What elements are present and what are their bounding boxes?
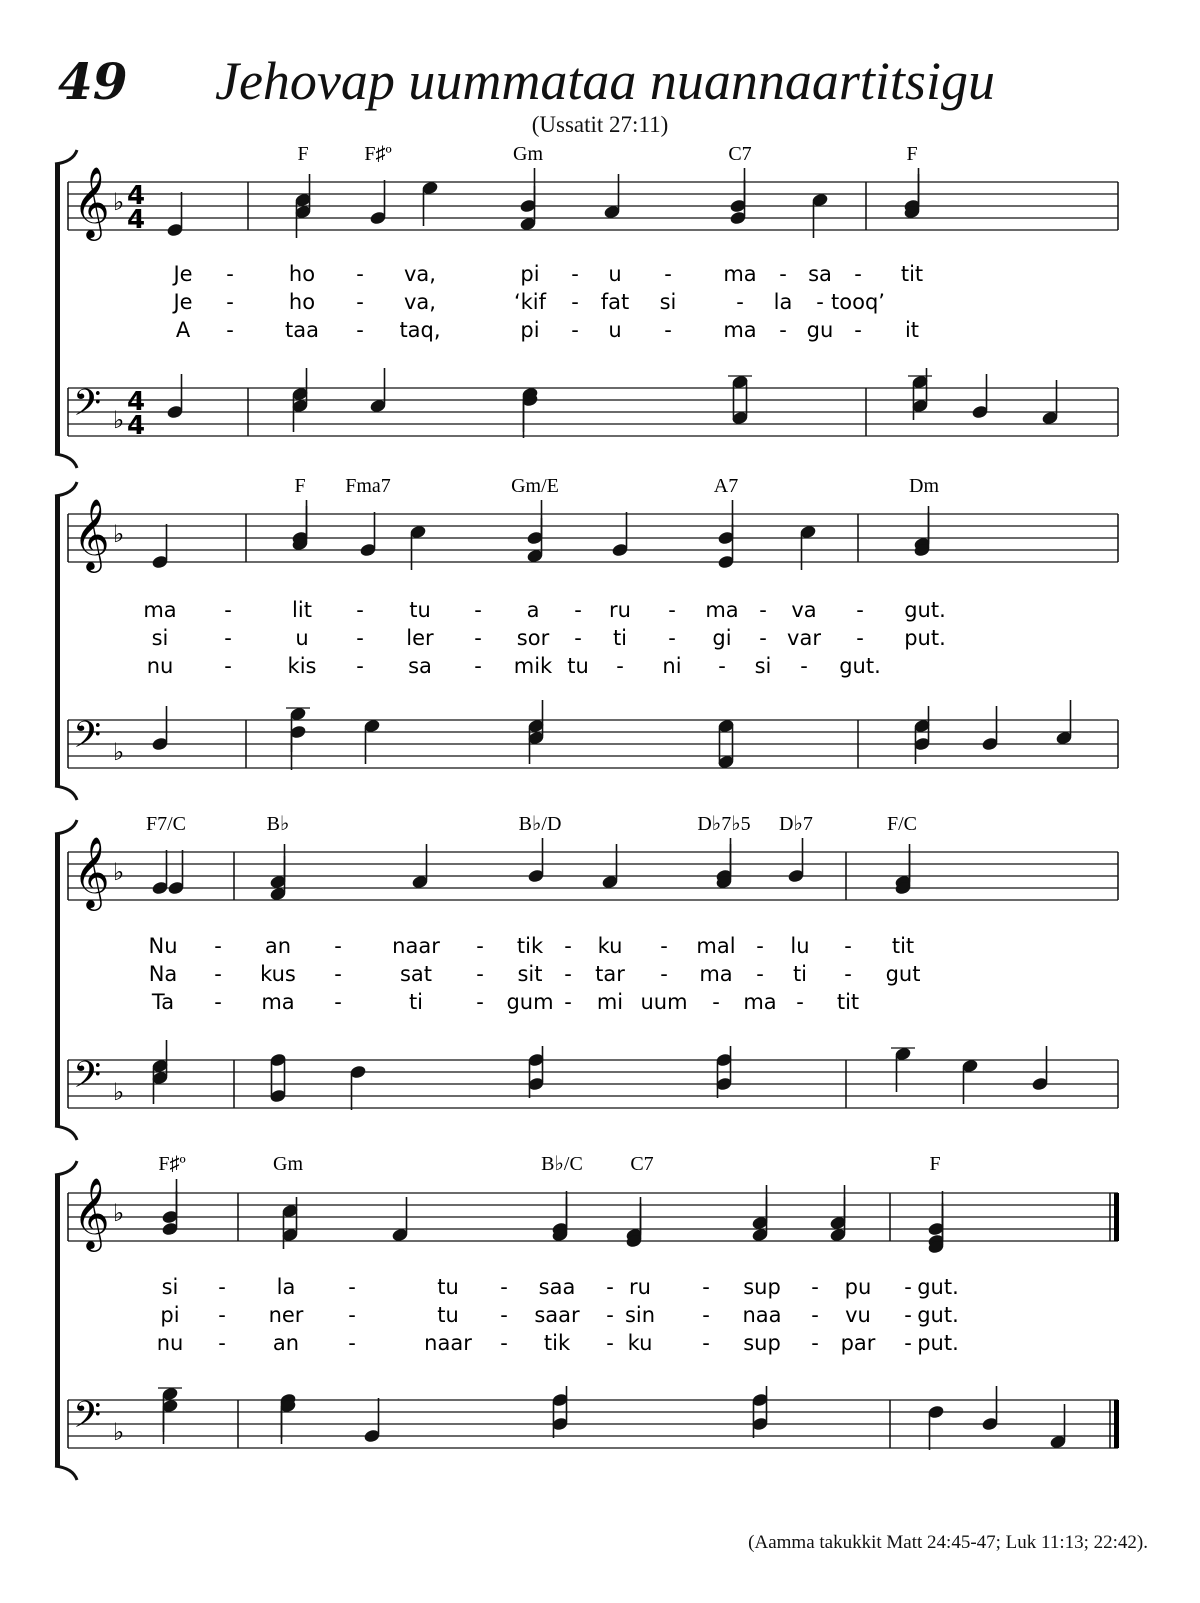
lyric-syllable: gu [806,318,834,342]
time-signature-icon: 4 [127,411,146,441]
lyric-syllable: pu [844,1275,872,1299]
lyric-hyphen: - [218,1331,226,1355]
chord-symbol: D♭7♭5 [697,813,751,835]
lyric-hyphen: - [348,1303,356,1327]
lyric-syllable: tu [437,1303,459,1327]
chord-symbol: F [297,143,309,165]
lyric-syllable: gum [506,990,554,1014]
lyric-syllable: A [175,318,191,342]
chord-symbol: Fma7 [345,475,391,497]
bracket-top-hook [55,1161,77,1175]
lyric-line [160,1303,958,1327]
lyric-syllable: Je [173,290,193,314]
lyric-hyphen: - [571,290,579,314]
lyric-syllable: lit [292,598,312,622]
lyric-syllable: sup [743,1331,781,1355]
lyric-syllable: vu [845,1303,871,1327]
lyric-hyphen: - [606,1303,614,1327]
lyric-syllable: ma [699,962,733,986]
lyric-hyphen: - [736,290,744,314]
lyric-syllable: mal [696,934,736,958]
lyric-syllable: tik [543,1331,571,1355]
lyric-hyphen: - [214,990,222,1014]
lyric-hyphen: - [606,1275,614,1299]
lyric-hyphen: - [800,654,808,678]
lyric-syllable: gut. [917,1275,959,1299]
lyric-hyphen: - [500,1331,508,1355]
lyric-hyphen: - [334,990,342,1014]
lyric-syllable: sin [624,1303,656,1327]
lyric-syllable: u [295,626,309,650]
lyric-hyphen: - [844,962,852,986]
lyric-syllable: gut. [839,654,881,678]
lyric-syllable: tar [595,962,625,986]
lyric-syllable: si [754,654,772,678]
lyric-line [151,990,859,1014]
lyric-syllable: gut. [917,1303,959,1327]
lyric-hyphen: - [500,1303,508,1327]
lyric-hyphen: - [356,626,364,650]
lyric-syllable: tik [516,934,544,958]
lyric-hyphen: - [226,290,234,314]
treble-clef-icon: 𝄞 [73,1176,110,1249]
lyric-syllable: naa [742,1303,782,1327]
lyric-hyphen: - [226,318,234,342]
treble-staff [68,1193,1119,1241]
system-bracket [55,834,60,1126]
lyric-hyphen: - [756,962,764,986]
lyric-syllable: si [151,626,169,650]
lyric-syllable: gut. [904,598,946,622]
lyric-hyphen: - [476,990,484,1014]
lyric-hyphen: - [476,934,484,958]
lyric-hyphen: - [702,1331,710,1355]
lyric-syllable: ru [609,598,631,622]
lyric-syllable: va, [404,262,436,286]
lyric-hyphen: - [668,598,676,622]
lyric-syllable: gi [712,626,732,650]
lyric-syllable: Na [148,962,178,986]
treble-staff [68,182,1118,230]
lyric-hyphen: - [844,934,852,958]
lyric-syllable: tit [836,990,860,1014]
bracket-top-hook [55,820,77,834]
lyric-hyphen: - [718,654,726,678]
bass-staff [68,388,1118,436]
lyric-syllable: va, [404,290,436,314]
lyric-line [149,962,921,986]
lyric-hyphen: - [474,598,482,622]
chord-symbol: C7 [728,143,752,165]
lyric-line [143,598,945,622]
lyric-hyphen: - [759,626,767,650]
lyric-hyphen: - [904,1303,912,1327]
lyric-syllable: pi [520,318,540,342]
lyric-line [171,290,885,314]
lyric-syllable: ho [288,262,316,286]
lyric-syllable: var [787,626,821,650]
lyric-syllable: u [608,262,622,286]
scripture-reference: (Ussatit 27:11) [531,112,669,137]
lyric-hyphen: - [214,962,222,986]
chord-symbol: F [929,1153,941,1175]
chord-symbol: F/C [886,813,918,835]
lyric-syllable: nu [146,654,174,678]
lyric-syllable: gut [885,962,921,986]
lyric-hyphen: - [218,1303,226,1327]
lyric-syllable: tu [409,598,431,622]
lyric-syllable: la [773,290,793,314]
lyric-hyphen: - [811,1303,819,1327]
music-system [55,1153,1119,1480]
system-bracket [55,496,60,786]
lyric-syllable: an [272,1331,300,1355]
chord-symbol: B♭ [266,813,290,835]
time-signature-icon: 4 [127,181,146,211]
flat-key-signature-icon: ♭ [113,188,125,216]
chord-symbol: F [906,143,918,165]
lyric-hyphen: - [500,1275,508,1299]
lyric-syllable: ku [597,934,623,958]
chord-symbol: F♯º [364,143,392,165]
lyric-hyphen: - [811,1331,819,1355]
lyric-hyphen: - [476,962,484,986]
bass-staff [68,720,1118,768]
lyric-syllable: ni [662,654,682,678]
lyric-hyphen: - [779,262,787,286]
chord-symbol: Dm [909,475,939,497]
chord-symbol: F♯º [158,1153,186,1175]
lyric-syllable: ner [268,1303,304,1327]
lyric-syllable: a [526,598,540,622]
lyric-hyphen: - [854,318,862,342]
lyric-hyphen: - [564,990,572,1014]
bracket-bottom-hook [55,786,77,800]
final-barline-thick [1114,1400,1119,1448]
lyric-hyphen: - [702,1303,710,1327]
lyric-syllable: tit [891,934,915,958]
flat-key-signature-icon: ♭ [113,1199,125,1227]
lyric-syllable: pi [520,262,540,286]
flat-key-signature-icon: ♭ [113,1078,125,1106]
lyric-syllable: Ta [151,990,175,1014]
lyric-hyphen: - [816,290,824,314]
lyric-hyphen: - [474,654,482,678]
lyric-syllable: sa [408,654,432,678]
lyric-hyphen: - [224,598,232,622]
lyric-hyphen: - [571,318,579,342]
lyric-line [148,934,914,958]
lyric-syllable: va [791,598,817,622]
lyric-hyphen: - [214,934,222,958]
bracket-bottom-hook [55,454,77,468]
lyric-syllable: ma [143,598,177,622]
flat-key-signature-icon: ♭ [113,738,125,766]
music-system [55,475,1118,800]
chord-symbol: F7/C [145,813,187,835]
lyric-hyphen: - [712,990,720,1014]
lyric-syllable: kis [287,654,317,678]
lyric-hyphen: - [218,1275,226,1299]
lyric-syllable: nu [156,1331,184,1355]
lyric-hyphen: - [811,1275,819,1299]
lyric-syllable: Nu [148,934,178,958]
lyric-hyphen: - [356,598,364,622]
lyric-hyphen: - [854,262,862,286]
lyric-syllable: put. [917,1331,959,1355]
lyric-syllable: sor [516,626,550,650]
system-bracket [55,164,60,454]
treble-clef-icon: 𝄞 [73,165,110,238]
lyric-syllable: si [161,1275,179,1299]
lyric-syllable: sa [808,262,832,286]
treble-clef-icon: 𝄞 [73,497,110,570]
chord-symbol: Gm/E [511,475,559,497]
lyric-syllable: tu [437,1275,459,1299]
lyric-syllable: put. [904,626,946,650]
lyric-line [171,262,923,286]
bass-clef-icon: 𝄢 [73,382,102,433]
lyric-syllable: ru [629,1275,651,1299]
time-signature-icon: 4 [127,387,146,417]
lyric-syllable: an [264,934,292,958]
chord-symbol: Gm [513,143,543,165]
bracket-top-hook [55,482,77,496]
flat-key-signature-icon: ♭ [113,858,125,886]
lyric-syllable: mi [596,990,624,1014]
lyric-syllable: fat [600,290,630,314]
lyric-hyphen: - [571,262,579,286]
lyric-line [152,626,946,650]
lyric-line [162,1275,959,1299]
lyric-hyphen: - [664,318,672,342]
lyric-hyphen: - [356,318,364,342]
footnote-references: (Aamma takukkit Matt 24:45-47; Luk 11:13; 22:42). [748,1532,1148,1553]
hymn-number: 49 [58,52,128,111]
final-barline-thick [1114,1193,1119,1241]
treble-staff [68,514,1118,562]
treble-clef-icon: 𝄞 [73,835,110,908]
lyric-hyphen: - [564,962,572,986]
bass-clef-icon: 𝄢 [73,714,102,765]
lyric-hyphen: - [660,934,668,958]
lyric-hyphen: - [606,1331,614,1355]
lyric-hyphen: - [756,934,764,958]
lyric-line [176,318,919,342]
lyric-syllable: ma [261,990,295,1014]
lyric-syllable: par [840,1331,876,1355]
lyric-syllable: tit [900,262,924,286]
lyric-hyphen: - [226,262,234,286]
lyric-syllable: ti [792,962,808,986]
bass-clef-icon: 𝄢 [73,1394,102,1445]
time-signature-icon: 4 [127,205,146,235]
lyric-hyphen: - [348,1275,356,1299]
lyric-line [157,1331,959,1355]
chord-symbol: D♭7 [779,813,813,835]
lyric-syllable: Je [173,262,193,286]
lyric-hyphen: - [664,262,672,286]
lyric-hyphen: - [356,262,364,286]
lyric-hyphen: - [660,962,668,986]
lyric-hyphen: - [904,1331,912,1355]
lyric-hyphen: - [564,934,572,958]
bracket-bottom-hook [55,1126,77,1140]
bass-staff [68,1060,1118,1108]
lyric-hyphen: - [224,626,232,650]
system-bracket [55,1175,60,1466]
flat-key-signature-icon: ♭ [113,406,125,434]
lyric-syllable: kus [260,962,296,986]
treble-staff [68,852,1118,900]
music-system [55,813,1118,1140]
lyric-hyphen: - [348,1331,356,1355]
lyric-syllable: ‘kif [513,290,547,314]
lyric-hyphen: - [702,1275,710,1299]
lyric-syllable: tu [567,654,589,678]
lyric-syllable: it [904,318,920,342]
music-system [55,143,1118,468]
chord-symbol: A7 [713,475,739,497]
chord-symbol: B♭/D [518,813,562,835]
lyric-syllable: tooq’ [831,290,885,314]
lyric-hyphen: - [904,1275,912,1299]
chord-symbol: C7 [630,1153,654,1175]
lyric-syllable: la [276,1275,296,1299]
lyric-hyphen: - [759,598,767,622]
lyric-syllable: ma [723,318,757,342]
lyric-syllable: lu [790,934,810,958]
lyric-hyphen: - [796,990,804,1014]
lyric-hyphen: - [574,598,582,622]
lyric-syllable: taa [285,318,319,342]
hymn-title: Jehovap uummataa nuannaartitsigu [215,51,995,111]
lyric-hyphen: - [856,598,864,622]
bracket-bottom-hook [55,1466,77,1480]
bass-staff [68,1400,1119,1448]
lyric-syllable: naar [392,934,440,958]
lyric-syllable: sup [743,1275,781,1299]
bracket-top-hook [55,150,77,164]
lyric-syllable: naar [424,1331,472,1355]
bass-clef-icon: 𝄢 [73,1054,102,1105]
lyric-line [147,654,881,678]
lyric-syllable: saar [534,1303,580,1327]
lyric-hyphen: - [474,626,482,650]
lyric-hyphen: - [574,626,582,650]
lyric-syllable: saa [538,1275,576,1299]
flat-key-signature-icon: ♭ [113,520,125,548]
lyric-syllable: ler [406,626,434,650]
lyric-syllable: sat [399,962,433,986]
lyric-hyphen: - [356,290,364,314]
lyric-hyphen: - [334,962,342,986]
lyric-syllable: ti [612,626,628,650]
lyric-syllable: ma [723,262,757,286]
lyric-syllable: ho [288,290,316,314]
lyric-syllable: u [608,318,622,342]
chord-symbol: B♭/C [541,1153,583,1175]
lyric-hyphen: - [779,318,787,342]
lyric-hyphen: - [616,654,624,678]
lyric-hyphen: - [356,654,364,678]
lyric-hyphen: - [856,626,864,650]
lyric-syllable: ti [408,990,424,1014]
chord-symbol: F [294,475,306,497]
chord-symbol: Gm [273,1153,303,1175]
lyric-syllable: ma [743,990,777,1014]
lyric-hyphen: - [224,654,232,678]
lyric-syllable: pi [160,1303,180,1327]
lyric-syllable: ku [627,1331,653,1355]
lyric-syllable: sit [517,962,543,986]
flat-key-signature-icon: ♭ [113,1418,125,1446]
lyric-syllable: uum [640,990,688,1014]
lyric-syllable: taq, [399,318,441,342]
lyric-syllable: ma [705,598,739,622]
lyric-hyphen: - [334,934,342,958]
lyric-syllable: mik [513,654,553,678]
lyric-syllable: si [659,290,677,314]
lyric-hyphen: - [668,626,676,650]
